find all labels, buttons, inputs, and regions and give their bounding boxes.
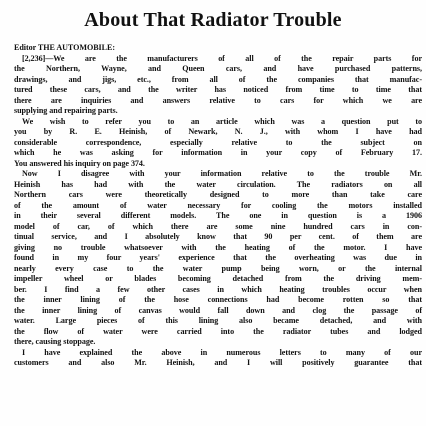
text-line: water. Large pieces of this lining also became detached, and with (14, 316, 422, 325)
text-line: the Northern, Wayne, and Queen cars, and have purchased patterns, (14, 64, 422, 73)
text-line: You answered his inquiry on page 374. (14, 158, 145, 168)
text-line: you by R. E. Heinish, of Newark, N. J., with whom I have had (14, 127, 422, 136)
text-line: found in my four years' experience that the overheating was due in (14, 253, 422, 262)
text-line: in their several different models. The one in question is a 1906 (14, 211, 422, 220)
text-line: of the amount of water necessary for cooling the motors installed (14, 200, 422, 210)
article-title: About That Radiator Trouble (84, 9, 342, 31)
text-line: We wish to refer you to an article which was a question put to (22, 116, 422, 126)
text-line: model of car, of which there are some nine hundred cars in con- (14, 221, 422, 231)
text-line: the flow of water were carried into the radiator tubes and lodged (14, 326, 422, 336)
text-line: drawings, and jigs, etc., from all of the companies that manufac- (14, 74, 422, 84)
text-line: there, causing stoppage. (14, 337, 96, 346)
text-line: tured these cars, and the writer has noticed from time to time that (14, 85, 422, 94)
text-line: Now I disagree with your information relative to the trouble Mr. (22, 169, 422, 178)
article-body (14, 43, 422, 369)
text-line: Heinish has had with the water circulation. The radiators on all (14, 179, 422, 189)
text-line: there are inquiries and answers relative to cars for which we are (14, 95, 422, 105)
text-line: nearly every case to the water pump being worn, or the internal (14, 263, 422, 273)
text-line: I have explained the above in numerous letters to many of our (22, 347, 422, 357)
text-line: considerable correspondence, especially relative to the subject on (14, 137, 422, 147)
text-line: [2,236]—We are the manufacturers of all of the repair parts for (22, 53, 422, 63)
text-line: customers and also Mr. Heinish, and I will positively guarantee that (14, 358, 422, 367)
text-line: ber. I find a few other cases in which heating troubles occur when (14, 284, 422, 294)
salutation-line: Editor THE AUTOMOBILE: (14, 43, 115, 52)
text-line: the inner lining of canvas would fall down and clog the passage of (14, 305, 422, 315)
text-line: tinual service, and I absolutely know that 90 per cent. of them are (14, 232, 422, 241)
text-line: giving no trouble whatsoever with the heating of the motor. I have (14, 242, 422, 252)
text-line: which he was asking for information in your copy of February 17. (14, 148, 422, 157)
text-line: Northern cars were theoretically designed to more than take care (14, 190, 422, 199)
text-line: supplying and repairing parts. (14, 106, 118, 115)
text-line: the inner lining of the hose connections had become rotten so that (14, 295, 422, 304)
text-line: impeller wheel or blades becoming detached from the driving mem- (14, 274, 422, 283)
